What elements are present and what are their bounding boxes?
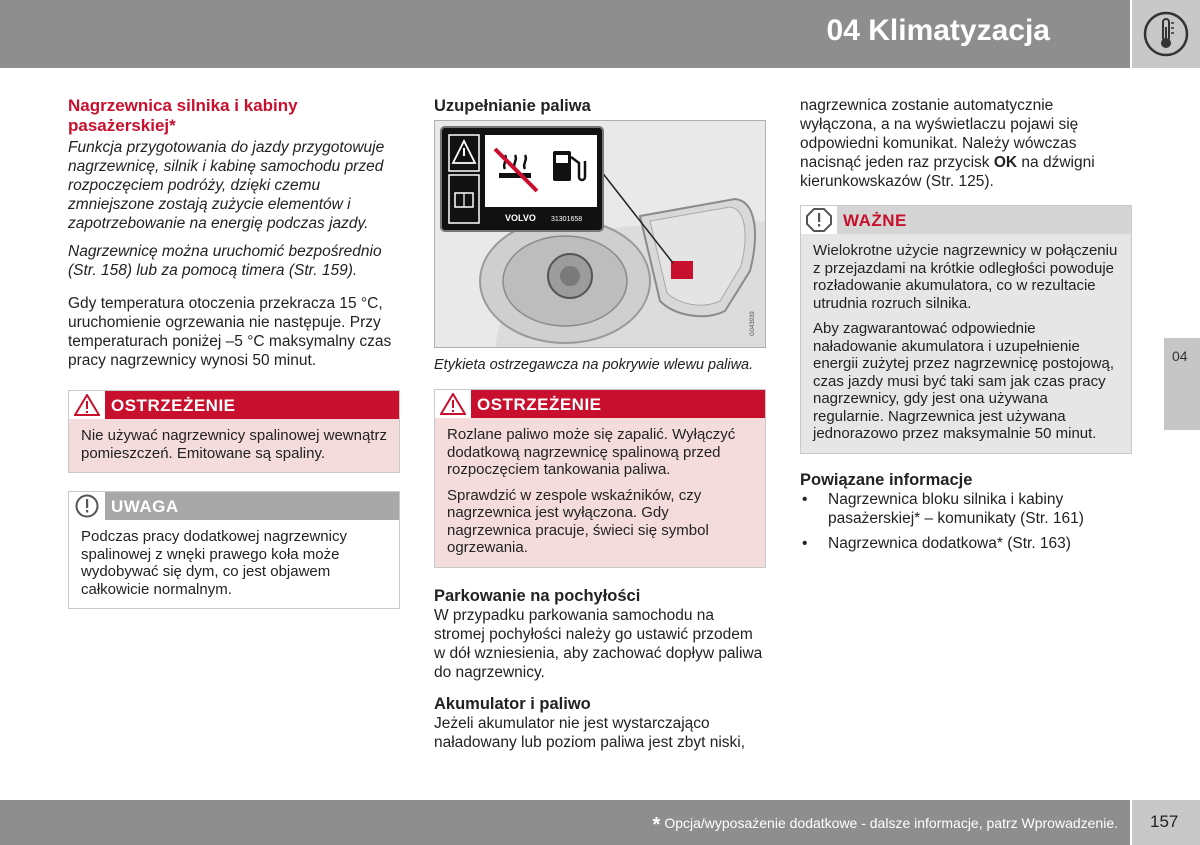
important-header [801, 206, 1131, 234]
fuel-warning-body [435, 418, 765, 567]
important-label: WAŻNE [843, 210, 907, 230]
column-3 [800, 96, 1132, 559]
fuel-warning-text-2: Sprawdzić w zespole wskaźników, czy nagrzewnica jest wyłączona. Gdy nagrzewnica pracuje, świeci się symbol ogrzewania. [447, 486, 709, 556]
important-text-2: Aby zagwarantować odpowiednie naładowanie akumulatora i uzupełnienie energii zużytej przez nagrzewnicę postojową, czas jazdy musi być taki sam jak czas pracy nagrzewnicy, gdy jest ona używana regularnie. Nagrzewnica jest używana jednorazowo przez maksymalnie 50 minut. [813, 320, 1114, 442]
refuel-heading: Uzupełnianie paliwa [434, 97, 591, 115]
label-part-number: 31301658 [551, 216, 583, 223]
footer-bar [0, 800, 1130, 845]
warning-label: OSTRZEŻENIE [111, 395, 236, 415]
battery-paragraph: Jeżeli akumulator nie jest wystarczająco naładowany lub poziom paliwa jest zbyt niski, [434, 714, 746, 751]
fuel-warning-box [434, 389, 766, 568]
note-header [69, 492, 399, 520]
intro-paragraph: Funkcja przygotowania do jazdy przygotowuje nagrzewnicę, silnik i kabinę samochodu przed rozpoczęciem podróży, dzięki czemu zmniejszone zostają zużycie elementów i zapotrzebowanie na energię podczas jazdy. [68, 139, 385, 232]
chapter-icon-box [1132, 0, 1200, 68]
page-number: 157 [1150, 812, 1179, 831]
exclamation-icon [801, 206, 837, 234]
continuation-text-end: na dźwigni kierunkowskazów (Str. 125). [800, 154, 1095, 190]
warning-body [69, 419, 399, 472]
continuation-paragraph [800, 96, 1132, 191]
ok-button-reference: OK [993, 154, 1018, 171]
fuel-lid-figure [434, 120, 766, 348]
footer-note [653, 814, 1118, 837]
note-label: UWAGA [111, 496, 179, 516]
related-heading: Powiązane informacje [800, 470, 973, 489]
slope-heading: Parkowanie na pochyłości [434, 586, 641, 605]
chapter-title: 04 Klimatyzacja [826, 14, 1050, 47]
important-text-1: Wielokrotne użycie nagrzewnicy w połączeniu z przejazdami na krótkie odległości powoduje rozładowanie akumulatora, co w rezultacie utrudnia rozruch silnika. [813, 242, 1118, 312]
fuel-lid-illustration [435, 121, 766, 348]
fuel-warning-text-1: Rozlane paliwo może się zapalić. Wyłączyć dodatkową nagrzewnicę spalinową przed rozpoczęciem tankowania paliwa. [447, 426, 736, 478]
info-icon [69, 492, 105, 520]
column-1 [68, 96, 400, 609]
related-list [800, 490, 1132, 553]
battery-heading: Akumulator i paliwo [434, 694, 591, 713]
note-body [69, 520, 399, 608]
important-body [801, 234, 1131, 453]
important-box [800, 205, 1132, 454]
note-text: Podczas pracy dodatkowej nagrzewnicy spalinowej z wnęki prawego koła może wydobywać się dym, co jest objawem całkowicie normalnym. [81, 528, 347, 598]
label-brand-text: VOLVO [505, 213, 536, 223]
column-2 [434, 96, 766, 761]
warning-text: Nie używać nagrzewnicy spalinowej wewnątrz pomieszczeń. Emitowane są spaliny. [81, 427, 387, 462]
footer-note-text: Opcja/wyposażenie dodatkowe - dalsze informacje, patrz Wprowadzenie. [664, 815, 1118, 831]
warning-header [69, 391, 399, 419]
warning-triangle-icon [435, 390, 471, 418]
footer-star: * [652, 814, 661, 836]
thermometer-icon [1142, 10, 1190, 58]
note-box [68, 491, 400, 609]
fuel-warning-label: OSTRZEŻENIE [477, 394, 602, 414]
temperature-paragraph: Gdy temperatura otoczenia przekracza 15 °C, uruchomienie ogrzewania nie następuje. Przy temperaturach poniżej –5 °C maksymalny czas pracy nagrzewnicy wynosi 50 minut. [68, 295, 392, 369]
warning-box [68, 390, 400, 473]
fuel-warning-header [435, 390, 765, 418]
image-code-text: G043939 [750, 311, 756, 336]
related-link-additional-heater[interactable]: • Nagrzewnica dodatkowa* (Str. 163) [800, 534, 1132, 553]
warning-triangle-icon [69, 391, 105, 419]
continuation-text-start: nagrzewnica zostanie automatycznie wyłączona, a na wyświetlaczu pojawi się odpowiedni komunikat. Należy wówczas nacisnąć jeden raz przycisk [800, 97, 1079, 171]
figure-caption: Etykieta ostrzegawcza na pokrywie wlewu paliwa. [434, 357, 754, 373]
chapter-side-tab[interactable] [1164, 338, 1200, 430]
related-link-engine-heater[interactable]: • Nagrzewnica bloku silnika i kabiny pasażerskiej* – komunikaty (Str. 161) [800, 490, 1132, 528]
slope-paragraph: W przypadku parkowania samochodu na stromej pochyłości należy go ustawić przodem w dół wzniesienia, aby zachować dopływ paliwa do nagrzewnicy. [434, 606, 763, 681]
header-bar [0, 0, 1130, 68]
start-info-paragraph: Nagrzewnicę można uruchomić bezpośrednio (Str. 158) lub za pomocą timera (Str. 159). [68, 243, 382, 279]
page-number-box [1132, 800, 1200, 845]
section-heading-heater: Nagrzewnica silnika i kabiny pasażerskiej* [68, 96, 298, 135]
side-tab-label: 04 [1172, 348, 1188, 364]
